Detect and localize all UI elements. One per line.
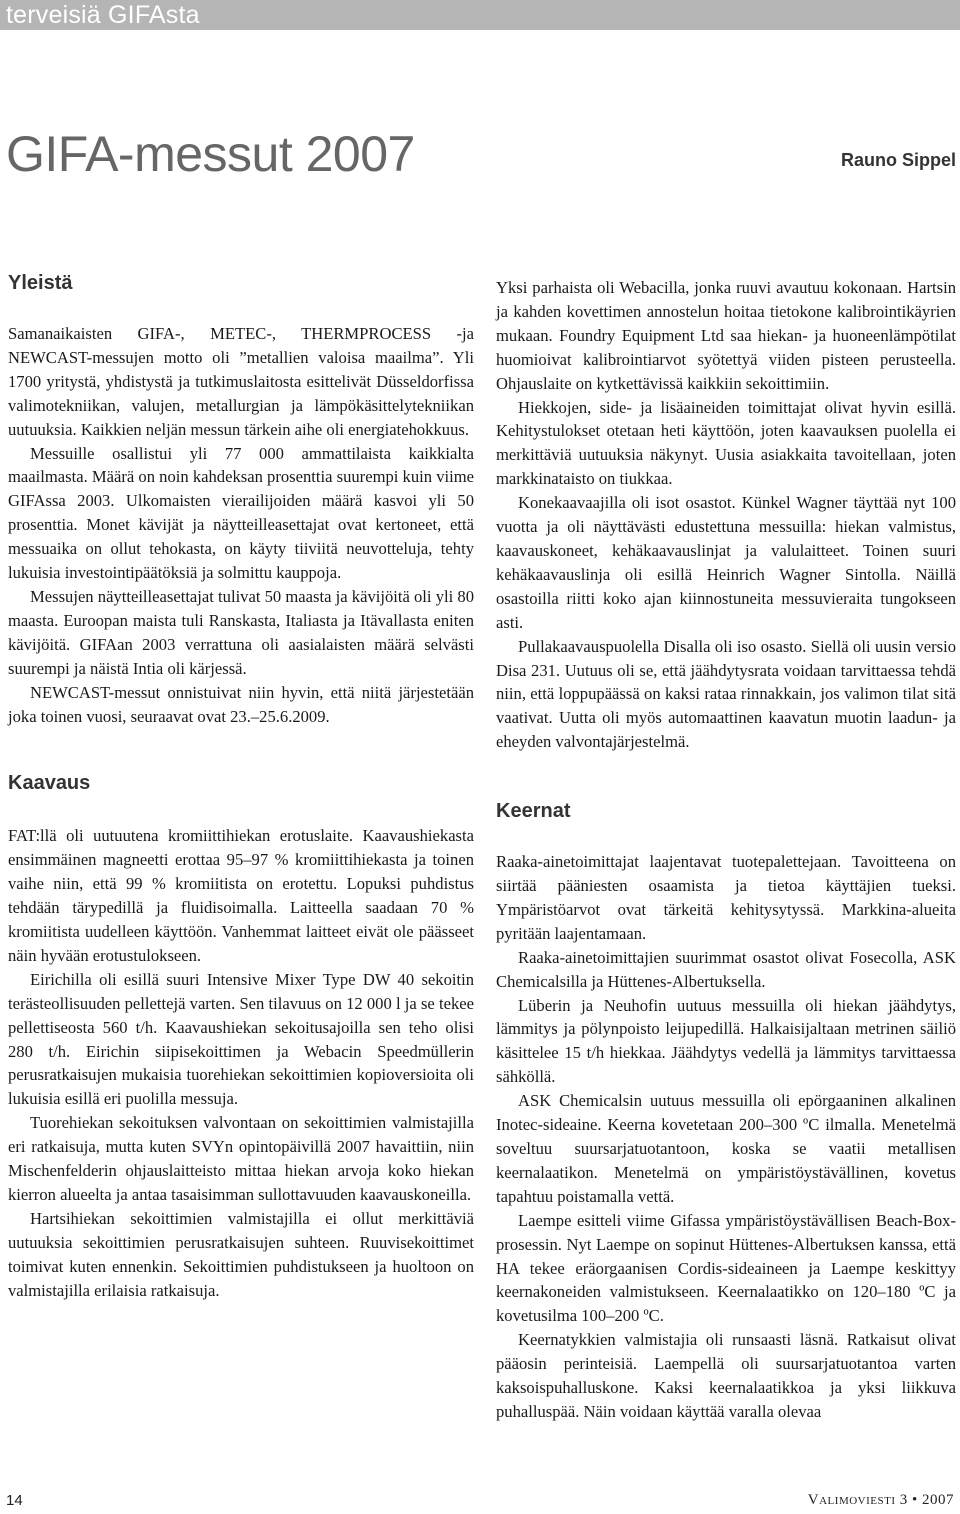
paragraph: Messuille osallistui yli 77 000 ammattilaista kaikkialta maailmasta. Määrä on noin kahdeksan prosenttia suurempi kuin viime GIFAssa 2003. Ulkomaisten vierailijoiden määrä kasvoi yli 50 prosenttia. Monet kävijät ja näytteilleasettajat ovat kertoneet, että messuaika on ollut tehokasta, on käyty tiiviitä neuvotteluja, tehty lukuisia investointipäätöksiä ja solmittu kauppoja. [8,443,474,583]
paragraph: Raaka-ainetoimittajien suurimmat osastot olivat Fosecolla, ASK Chemicalsilla ja Hüttenes-Albertuksella. [496,947,956,991]
paragraph: Hiekkojen, side- ja lisäaineiden toimittajat olivat hyvin esillä. Kehitystulokset otetaan heti käyttöön, joten kaavauksen puolella ei merkittäviä uutuuksia näkynyt. Uusia asiakkaita tavoitellaan, joten markkinataisto on tiukkaa. [496,397,956,489]
section-header-band [0,0,960,30]
paragraph: Konekaavaajilla oli isot osastot. Künkel Wagner täyttää nyt 100 vuotta ja oli näyttävästi edustettuna messuilla: hiekan valmistus, kaavauskoneet, kehäkaavauslinjat ja valulaitteet. Toinen suuri kehäkaavauslinja oli esillä Heinrich Wagner Sintolla. Näillä osastoilla riitti koko ajan kiinnostuneita messuvieraita tungokseen asti. [496,493,956,632]
left-column [8,270,474,1303]
paragraph: Raaka-ainetoimittajat laajentavat tuotepalettejaan. Tavoitteena on siirtää pääniesten osaamista ja tietoa käyttäjien tueksi. Ympäristöarvot ovat tärkeitä kehitysytyssä. Markkina-alueita pyritään laajentamaan. [496,852,956,943]
paragraph: Keernatykkien valmistajia oli runsaasti läsnä. Ratkaisut olivat pääosin perinteisiä. Laempellä oli suursarjatuotantoa varten kaksoispuhalluskone. Kaksi keernalaatikkoa ja yksi liikkuva puhalluspää. Näin voidaan käyttää varalla olevaa [496,1330,956,1421]
paragraph: Pullakaavauspuolella Disalla oli iso osasto. Siellä oli uusin versio Disa 231. Uutuus oli se, että jäähdytysrata voidaan tarvittaessa tehdä niin, että loppupäässä on kaksi rataa rinnakkain, jos valimon tilat sitä vaativat. Uutta oli myös automaattinen kaavatun muotin laadun- ja eheyden valvontajärjestelmä. [496,636,956,752]
section-heading-keernat: Keernat [496,800,571,823]
section-heading-kaavaus: Kaavaus [8,772,91,795]
article-title: GIFA-messut 2007 [6,126,415,182]
paragraph: Laempe esitteli viime Gifassa ympäristöystävällisen Beach-Box-prosessin. Nyt Laempe on sopinut Hüttenes-Albertuksen kanssa, että HA tekee eräorgaanisen Cordis-sideaineen ja Laempe keskittyy keernakoneiden valmistukseen. Keernalaatikko on 120–180 ºC ja kovetusilma 100–200 ºC. [496,1210,956,1326]
paragraph: NEWCAST-messut onnistuivat niin hyvin, että niitä järjestetään joka toinen vuosi, seuraavat ovat 23.–25.6.2009. [8,682,474,726]
paragraph: Eirichilla oli esillä suuri Intensive Mixer Type DW 40 sekoitin terästeollisuuden pellettejä varten. Sen tilavuus on 12 000 l ja se tekee pellettiseosta 560 t/h. Kaavaushiekan sekoitusajoilla sen teho olisi 280 t/h. Eirichin siipisekoittimen ja Webacin Speedmüllerin perusratkaisujen mukaisia tuorehiekan sekoittimien kopioversioita oli lukuisia esillä eri puolilla messuja. [8,969,474,1109]
paragraph: Yksi parhaista oli Webacilla, jonka ruuvi avautuu kokonaan. Hartsin ja kahden kovettimen annostelun hoitaa tietokone kalibrointikäyrien mukaan. Foundry Equipment Ltd saa hiekan- ja huoneenlämpötilat huomioivat kalibrointiarvot syötettyä viiden pisteen perusteella. Ohjauslaite on kytkettävissä kaikkiin sekoittimiin. [496,278,956,393]
page-number: 14 [6,1492,23,1509]
paragraph: FAT:llä oli uutuutena kromiittihiekan erotuslaite. Kaavaushiekasta ensimmäinen magneetti erottaa 95–97 % kromiittihiekasta ja toinen vaihe niin, että 99 % kromiitista on erotettu. Lopuksi puhdistus tehdään tärypedillä ja fluidisoimalla. Laitteella saadaan 70 % kromiitista uudelleen käyttöön. Vanhemmat laitteet eivät ole päässeet näin hyvään erotustulokseen. [8,826,474,965]
paragraph: Lüberin ja Neuhofin uutuus messuilla oli hiekan jäähdytys, lämmitys ja pölynpoisto leijupedillä. Halkaisijaltaan metrinen säiliö käsittelee 15 t/h hiekkaa. Jäähdytys vedellä ja lämmitys tarvittaessa sähköllä. [496,995,956,1087]
paragraph: Tuorehiekan sekoituksen valvontaan on sekoittimien valmistajilla eri ratkaisuja, mutta kuten SVYn opintopäivillä 2007 havaittiin, niin Mischenfelderin ohjauslaitteisto mittaa hiekan arvoja koko hiekan kierron alueelta ja antaa tasaisimman sullottavuuden kaavauskoneilla. [8,1113,474,1204]
paragraph: Hartsihiekan sekoittimien valmistajilla ei ollut merkittäviä uutuuksia sekoittimien perusratkaisujen suhteen. Ruuvisekoittimet toimivat kuten ennenkin. Sekoittimien puhdistukseen ja huoltoon on valmistajilla erilaisia ratkaisuja. [8,1208,474,1300]
paragraph: Messujen näytteilleasettajat tulivat 50 maasta ja kävijöitä oli yli 80 maasta. Euroopan maista tuli Ranskasta, Italiasta ja Itävallasta eniten kävijöitä. GIFAan 2003 verrattuna oli aasialaisten määrä selvästi suurempi ja näistä Intia oli kärjessä. [8,586,474,678]
publication-name: Valimoviesti 3 • 2007 [807,1492,954,1508]
right-column [496,276,956,1424]
paragraph: ASK Chemicalsin uutuus messuilla oli epörgaaninen alkalinen Inotec-sideaine. Keerna kovetetaan 200–300 ºC ilmalla. Menetelmä soveltuu suursarjatuotantoon, koska se vaatii metallisen keernalaatikon. Menetelmä on ympäristöystävällinen, kovetus tapahtuu poistamalla vettä. [496,1091,956,1206]
section-label: terveisiä GIFAsta [6,1,200,29]
article-author: Rauno Sippel [840,150,956,170]
section-heading-yleista: Yleistä [8,272,73,294]
paragraph: Samanaikaisten GIFA-, METEC-, THERMPROCESS -ja NEWCAST-messujen motto oli ”metallien valoisa maailma”. Yli 1700 yritystä, yhdistystä ja tutkimuslaitosta esittelivät Düsseldorfissa valimotekniikan, valujen, metallurgian ja lämpökäsittelytekniikan uutuuksia. Kaikkien neljän messun tärkein aihe oli energiatehokkuus. [8,324,474,439]
